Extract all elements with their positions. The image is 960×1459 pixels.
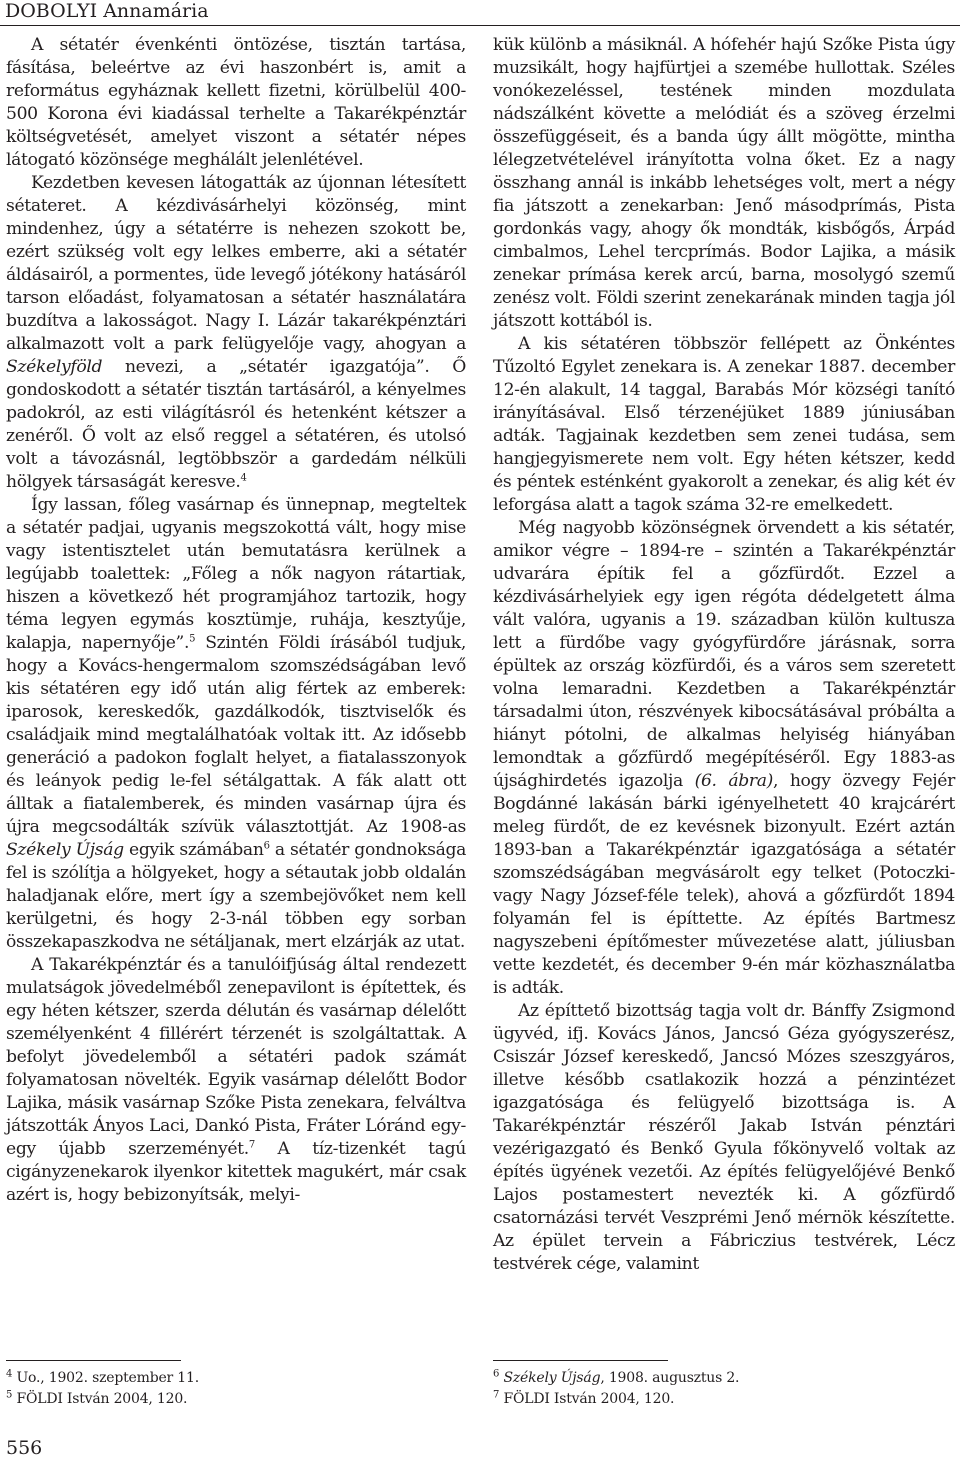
paragraph-text: A sétatér évenkénti öntözése, tisztán tartása, fásítása, beleértve az évi haszonbért is, amit a református egyháznak kellett fizetni, körülbelül 400-500 Korona évi kiadással terhelte a Takarékpénztár költségvetését, amelyet viszont a sétatér népes látogató közönsége meghálált jelenlétével. — [6, 35, 466, 170]
paragraph — [493, 517, 955, 1000]
paragraph-text: Kezdetben kevesen látogatták az újonnan létesített sétateret. A kézdivásárhelyi közönség, mint mindenhez, úgy a sétatérre is nehezen szokott be, ezért szükség volt egy lelkes emberre, aki a sétatér áldásairól, a pormentes, üde levegő jótékony hatásáról tarson előadást, folyamatosan a sétatér használatára buzdítva a lakosságot. Nagy I. Lázár takarékpénztári alkalmazott volt a park felügyelője vagy, ahogyan a — [6, 173, 466, 354]
footnote-rule — [493, 1360, 668, 1361]
header-rule — [0, 25, 960, 26]
footnote-number: 7 — [493, 1389, 500, 1401]
paragraph-text: , hogy özvegy Fejér Bogdánné lakásán bárki igényelhetett 40 krajcárért meleg fürdőt, de ez kevésnek bizonyult. Ezért aztán 1893-ban a Takarékpénztár igazgatósága a sétatér szomszédságában megvásárolt egy telket (Potoczki- vagy Nagy József-féle telek), ahová a gőzfürdőt 1894 folyamán fel is építtette. Az építés Bartmesz nagyszebeni építőmester művezetése alatt, júliusban vette kezdetét, és december 9-én már közhasználatba is adták. — [493, 771, 955, 998]
footnote-text: , 1908. augusztus 2. — [600, 1370, 740, 1386]
paragraph-text: A kis sétatéren többször fellépett az Önkéntes Tűzoltó Egylet zenekara is. A zenekar 1887. december 12-én alakult, 14 taggal, Barabás Mór községi tanító irányításával. Első térzenéjüket 1889 júniusában adták. Tagjainak kezdetben sem zenei tudása, sem hangjegyismerete nem volt. Egy héten kétszer, kedd és péntek esténként gyakorolt a zenekar, és alig két év leforgása alatt a tagok száma 32-re emelkedett. — [493, 334, 955, 515]
footnote-italic-title: Székely Újság — [503, 1370, 601, 1386]
footnotes-right — [493, 1368, 955, 1410]
footnote — [6, 1389, 466, 1410]
footnote-number: 4 — [6, 1368, 13, 1380]
left-column — [6, 34, 466, 1207]
running-head-author: DOBOLYI Annamária — [5, 0, 209, 22]
paragraph — [493, 333, 955, 517]
paragraph-text: egyik számában — [123, 840, 264, 860]
footnote — [493, 1389, 955, 1410]
paragraph-text: nevezi, a „sétatér igazgatója”. Ő gondoskodott a sétatér tisztán tartásáról, a kényelmes padokról, az esti világításról és hetenként kétszer a zenéről. Ő volt az első reggel a sétatéren, és utolsó volt a távozásnál, legtöbbször a gardedám nélküli hölgyek társaságát keresve. — [6, 357, 466, 492]
paragraph — [493, 34, 955, 333]
paragraph-text: A tíz-tizenkét tagú cigányzenekarok ilyenkor kitettek magukért, már csak azért is, hogy bebizonyítsák, melyi- — [6, 1139, 466, 1205]
paragraph — [6, 34, 466, 172]
footnote-text: FÖLDI István 2004, 120. — [503, 1391, 675, 1407]
figure-reference[interactable]: (6. ábra) — [694, 771, 774, 791]
italic-title: Székely Újság — [6, 840, 124, 860]
footnote-ref[interactable]: 5 — [189, 633, 196, 645]
paragraph-text: Még nagyobb közönségnek örvendett a kis sétatér, amikor végre – 1894-re – szintén a Takarékpénztár udvarára építik fel a gőzfürdőt. Ezzel a kézdivásárhelyiek egy igen régóta dédelgetett álma vált valóra, ugyanis a 19. században külön kultusza lett a fürdőbe vagy gyógyfürdőre járásnak, sorra épültek az ország közfürdői, és a város sem szeretett volna lemaradni. Kezdetben a Takarékpénztár társadalmi úton, részvények kibocsátásával próbálta a hiányt pótolni, de alkalmas helyiség hiányában lemondtak a gőzfürdő megépítéséről. Egy 1883-as újsághirdetés igazolja — [493, 518, 955, 791]
page-number: 556 — [6, 1437, 43, 1459]
paragraph — [6, 954, 466, 1207]
paragraph-text: A Takarékpénztár és a tanulóifjúság által rendezett mulatságok jövedelméből zenepavilont is építettek, és egy héten kétszer, szerda délután és vasárnap délelőtt személyenként 4 fillérért térzenét is szolgáltattak. A befolyt jövedelemből a sétatéri padok számát folyamatosan növelték. Egyik vasárnap délelőtt Bodor Lajika, másik vasárnap Szőke Pista zenekara, felváltva játszották Ányos Laci, Dankó Pista, Fráter Lóránd egy-egy újabb szerzeményét. — [6, 955, 466, 1159]
footnote-ref[interactable]: 6 — [263, 840, 270, 852]
paragraph-text: kük különb a másiknál. A hófehér hajú Szőke Pista úgy muzsikált, hogy hajfürtjei a szemébe hullottak. Széles vonókezeléssel, testének minden mozdulata nádszálként követte a melódiát és a szöveg érzelmi összefüggéseit, és a banda úgy állt mögötte, mintha lélegzetvételével irányította volna őket. Ez a nagy összhang annál is inkább lehetséges volt, mert a négy fia játszott a zenekarban: Jenő másodprímás, Pista gordonkás vagy, ahogy ők mondták, kisbőgős, Árpád cimbalmos, Lehel tercprímás. Bodor Lajika, a másik zenekar prímása kerek arcú, barna, mosolygó szemű zenész volt. Földi szerint zenekarának minden tagja jól játszott kottából is. — [493, 35, 955, 331]
footnotes-left — [6, 1368, 466, 1410]
paragraph-text: Szintén Földi írásából tudjuk, hogy a Kovács-hengermalom szomszédságában levő kis sétatéren egy idő után alig fértek az emberek: iparosok, kereskedők, gazdálkodók, tisztviselők és családjaik mind megtalálhatóak voltak itt. Az idősebb generáció a padokon foglalt helyet, a fiatalasszonyok és leányok pedig le-fel sétálgattak. A fák alatt ott álltak a fiatalemberek, és minden vasárnap újra és újra megcsodálták szívük választottját. Az 1908-as — [6, 633, 466, 837]
footnote-rule — [6, 1360, 181, 1361]
paragraph-text: a sétatér gondnoksága fel is szólítja a hölgyeket, hogy a sétautak jobb oldalán haladjanak előre, mert így a szembejövőket nem kell kerülgetni, és hogy 2-3-nál többen egy sorban összekapaszkodva ne sétáljanak, mert elzárják az utat. — [6, 840, 467, 952]
paragraph — [6, 172, 466, 494]
footnote-number: 6 — [493, 1368, 500, 1380]
right-column — [493, 34, 955, 1276]
paragraph — [493, 1000, 955, 1276]
italic-title: Székelyföld — [6, 357, 103, 377]
footnote-text: Uo., 1902. szeptember 11. — [16, 1370, 199, 1386]
paragraph — [6, 494, 466, 954]
footnote-ref[interactable]: 4 — [240, 472, 247, 484]
footnote — [6, 1368, 466, 1389]
footnote — [493, 1368, 955, 1389]
footnote-ref[interactable]: 7 — [248, 1139, 255, 1151]
paragraph-text: Az építtető bizottság tagja volt dr. Bánffy Zsigmond ügyvéd, ifj. Kovács János, Jancsó Géza gyógyszerész, Csiszár József kereskedő, Jancsó Mózes szeszgyáros, illetve később csatlakozik hozzá a pénzintézet igazgatósága és felügyelő bizottsága is. A Takarékpénztár részéről Jakab István pénztári vezérigazgató és Benkő Gyula főkönyvelő voltak az építés ügyének vezetői. Az építés felügyelőjévé Benkő Lajos postamestert nevezték ki. A gőzfürdő csatornázási tervét Veszprémi Jenő mérnök készítette. Az épület tervein a Fábriczius testvérek, Lécz testvérek cége, valamint — [493, 1001, 955, 1274]
footnote-number: 5 — [6, 1389, 13, 1401]
footnote-text: FÖLDI István 2004, 120. — [16, 1391, 188, 1407]
paragraph-text: Így lassan, főleg vasárnap és ünnepnap, megteltek a sétatér padjai, ugyanis megszokottá vált, hogy mise vagy istentisztelet után bemutatásra kerülnek a legújabb toalettek: „Főleg a nők nagyon rátartiak, hiszen a következő hét programjához tartozik, hogy téma legyen egymás kosztümje, ruhája, kesztyűje, kalapja, napernyője”. — [6, 495, 466, 653]
